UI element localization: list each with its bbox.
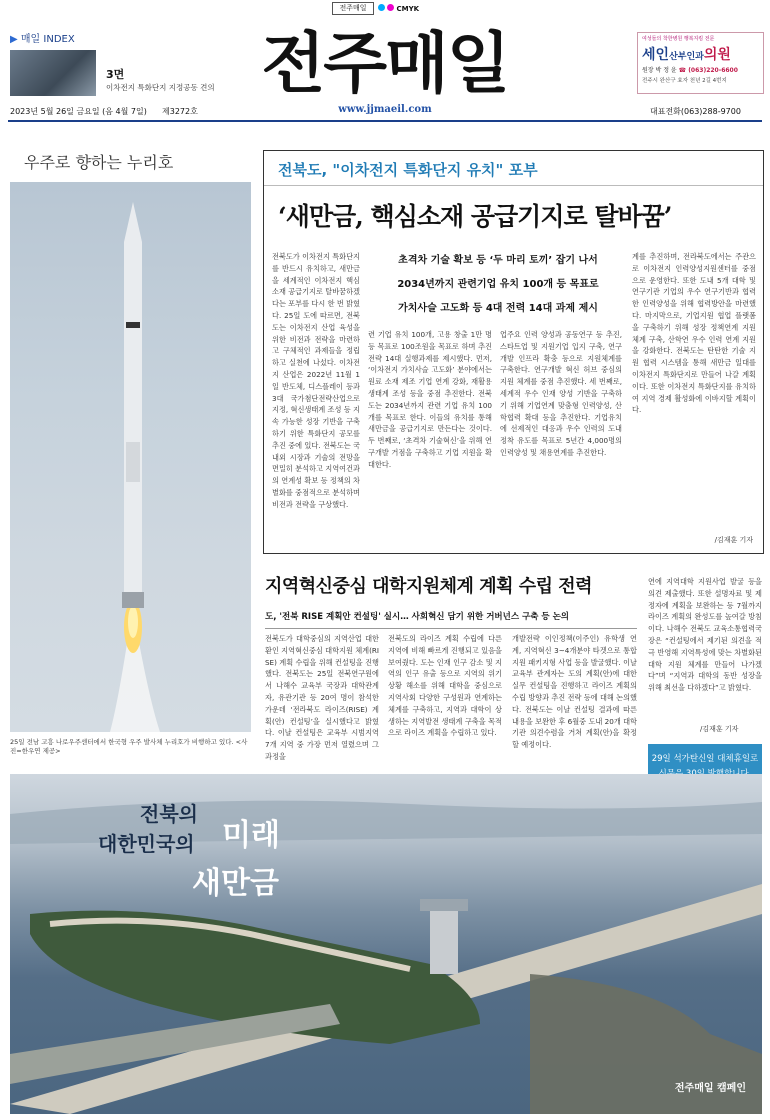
lead-column-2: 련 기업 유치 100개, 고용 창출 1만 명 등 목표로 100조원을 목표로 하며 추진전략 14대 실행과제를 제시했다. 먼저, ‘이차전지 가치사슬 고도화’ 분야에서는 원료 소재 제조 기업 연계 강화, 재활용 생태계 조성 등을 중점 추진한다. 전북도는 2034년까지 관련 기업 유치 100개를 목표로 한다. 이들의 유치를 통해 새만금을 공급기지로 만든다는 것이다. 두 번째로, ‘초격차 기술혁신’을 위해 연구개발 거점을 구축하고 기업 지원을 확대한다. — [368, 330, 492, 469]
lead-headline: ‘새만금, 핵심소재 공급기지로 탈바꿈’ — [278, 202, 672, 231]
second-column-1: 전북도가 대학중심의 지역산업 대한 환인 지역혁신중심 대학지원 체계(RISE) 계획 수립을 위해 컨설팅을 진행했다. 전북도는 25일 전북연구원에서 나해수 교육부 국장과 대학관계자, 유관기관 등 20여 명이 참석한 가운데 ‘전라북도 라이즈(RISE) 계획(안) 컨설팅’을 실시했다고 밝혔다. 이날 컨설팅은 교육부 시범지역 7개 지역 중 가장 먼저 열렸으며 그 과정을 — [265, 634, 379, 761]
ad-top-line: 여성들의 착한병원 행복지킴 전문 — [642, 36, 715, 42]
ad-phone: ☎ (063)220-6600 — [678, 67, 738, 74]
notice-line-1: 29일 석가탄신일 대체휴일로 — [651, 754, 759, 764]
lead-story-box — [263, 150, 764, 554]
photo-caption: 25일 전남 고흥 나로우주센터에서 한국형 우주 발사체 누리호가 비행하고 있다. <사진=한우연 제공> — [10, 738, 248, 755]
edition-box: 전주매일 — [332, 2, 374, 15]
second-column-2: 전북도의 라이즈 계획 수립에 다른 지역에 비해 빠르게 진행되고 있음을 보여줬다. 도는 인재 인구 감소 및 지역의 인구 유출 등으로 지역의 위기 상황 해소를 위해 대학을 중심으로 지역사회 다양한 구성원과 연계하는 체계를 구축하고, 지역과 대학이 상생하는 지역발전 생태계 구축을 목적으로 라이즈 계획을 수립하고 있다. — [388, 634, 502, 738]
arrow-icon: ▶ — [10, 34, 18, 45]
index-label — [10, 30, 75, 45]
lead-subhead-3: 가치사슬 고도화 등 4대 전력 14대 과제 제시 — [398, 303, 598, 314]
index-summary: 이차전지 특화단지 지정공동 견의 — [106, 83, 215, 92]
photo-title: 우주로 향하는 누리호 — [24, 153, 174, 172]
ad-name — [642, 44, 759, 64]
campaign-banner — [10, 774, 762, 1114]
rocket-illustration — [10, 182, 251, 732]
index-page: 3면 — [106, 68, 125, 81]
second-rule — [265, 628, 637, 629]
clinic-ad[interactable] — [637, 32, 764, 94]
second-byline: /김재훈 기자 — [700, 725, 739, 733]
second-column-3: 개발전략 이인정책(이주인) 유학생 연계, 지역혁신 3~4개분야 타겟으로 통합지원 패키지형 사업 등을 발굴했다. 이날 교육부 관계자는 도의 계획(안)에 대한 실무 컨설팅을 진행하고 라이즈 계획의 수립 방향과 추진 전략 등에 대해 논의했다. 전북도는 이날 컨설팅 결과에 따른 내용을 보완한 후 6월중 도내 20개 대학 기관 의견수렴을 거쳐 계획(안)을 확정할 예정이다. — [512, 634, 637, 750]
lead-column-4: 계를 추진하며, 전라북도에서는 주관으로 이차전지 인력양성지원센터를 중점으로 운영한다. 또한 도내 5개 대학 및 연구기관 기업의 우수 연구기반과 협력한 인력양성을 위해 협력방안을 마련했다. 마지막으로, 기업지원 협업 플랫폼을 구축하기 위해 성장 정책연계 지원 체계 구축, 산학연 우수 인력 연계 지원을 강화한다. 전북도는 탄탄한 기술 지원 협력 시스템을 통해 새만금 일대를 이차전지 특화단지로 만들어 나갈 계획이다. 또한 이차전지 특화단지를 유치하여 지역 경제 활성화에 이바지할 계획이다. — [632, 252, 756, 415]
dateline-issue: 제3272호 — [162, 107, 198, 116]
ad-director: 원장 박 정 윤 — [642, 67, 677, 74]
top-rule — [8, 120, 762, 122]
ad-name-2: 산부인과 — [669, 52, 704, 62]
masthead-title: 전주매일 — [261, 25, 509, 102]
masthead-url[interactable]: www.jjmaeil.com — [338, 104, 432, 115]
dateline-phone: 대표전화(063)288-9700 — [650, 107, 741, 116]
cmyk-label: CMYK — [396, 5, 420, 13]
lead-subhead-1: 초격차 기술 확보 등 ‘두 마리 토끼’ 잡기 나서 — [398, 255, 598, 266]
lead-column-1: 전북도가 이차전지 특화단지를 반드시 유치하고, 새만금을 세계적인 이차전지 핵심소재 공급기지로 탈바꿈하겠다는 포부를 다시 한 번 밝혔다. 25일 도에 따르면, 전북도는 이차전지 산업 육성을 위한 비전과 전략을 마련하고 구체적인 과제들을 정립하고 실천에 나섰다. 이차전지 산업은 2022년 11월 1일 반도체, 디스플레이 등과 3대 국가첨단전략산업으로 지정, 혁신생태계 조성 등 지속 가능한 성장 기반을 구축하기 위한 특화단지 공모를 추진 중에 있다. 전북도는 국내외 시장과 기술의 전망을 면밀히 분석하고 지역여건과의 연계성 확보 등 정책의 차별화를 중점적으로 분석하며 비전과 전략을 구상했다. — [272, 252, 360, 509]
index-label-text: 매일 INDEX — [20, 34, 75, 45]
lead-kicker: 전북도, "이차전지 특화단지 유치" 포부 — [278, 161, 538, 179]
campaign-line-4: 새만금 — [192, 866, 279, 901]
lead-subhead-2: 2034년까지 관련기업 유치 100개 등 목표로 — [397, 279, 599, 290]
second-column-4: 연에 지역대학 지원사업 발굴 등을 의견 제출했다. 또한 설명자료 및 제정자에 계획을 보완하는 등 7월까지 라이즈 계획의 완성도를 높여갈 방침이다. 나해수 전북도 교육소통협력국장은 “컨설팅에서 제기된 의견을 적극 반영해 지역특성에 맞는 차별화된 대학 지원 체계를 만들어 나가겠다”며 “지역과 대학의 동반 성장을 위해 최선을 다하겠다”고 밝혔다. — [648, 577, 762, 693]
second-subhead: 도, '전북 RISE 계획안 컨설팅' 실시… 사회혁신 담기 위한 거버넌스 구축 등 논의 — [265, 612, 569, 622]
rocket-photo — [10, 182, 251, 732]
lead-subheads — [368, 249, 628, 321]
lead-column-3: 업주요 인력 양성과 공동연구 등 추진, 스타트업 및 지원기업 입지 구축, 연구개발 인프라 확충 등으로 지원체계를 구축한다. 연구개발 혁신 허브 중심의 지원 체계를 중점 추진했다. 세 번째로, 세계적 우수 인재 양성 기반을 구축하기 위해 기업연계 맞춤형 인력양성, 산학협력 확대 등을 추진한다. 기업유치에 선제적인 대응과 우수 인력의 도내 정착 유도를 목표로 5년간 4,000명의 인력양성 및 채용연계를 추진한다. — [500, 330, 622, 457]
campaign-credit: 전주매일 캠페인 — [674, 1083, 746, 1094]
ad-name-3: 의원 — [703, 47, 731, 63]
campaign-line-2: 대한민국의 — [98, 832, 195, 856]
second-headline: 지역혁신중심 대학지원체계 계획 수립 전력 — [265, 576, 593, 597]
campaign-line-1: 전북의 — [140, 802, 198, 826]
ad-name-1: 세인 — [642, 47, 670, 63]
index-thumbnail — [10, 50, 96, 96]
saemangeum-aerial — [10, 774, 762, 1114]
dateline-date: 2023년 5월 26일 금요일 (음 4월 7일) — [10, 107, 147, 116]
campaign-line-3: 미래 — [222, 818, 280, 853]
cmyk-marks — [378, 4, 438, 14]
lead-byline: /김재훈 기자 — [714, 536, 753, 544]
ad-address: 전주시 완산구 효자 천년 2길 4번지 — [642, 78, 727, 84]
